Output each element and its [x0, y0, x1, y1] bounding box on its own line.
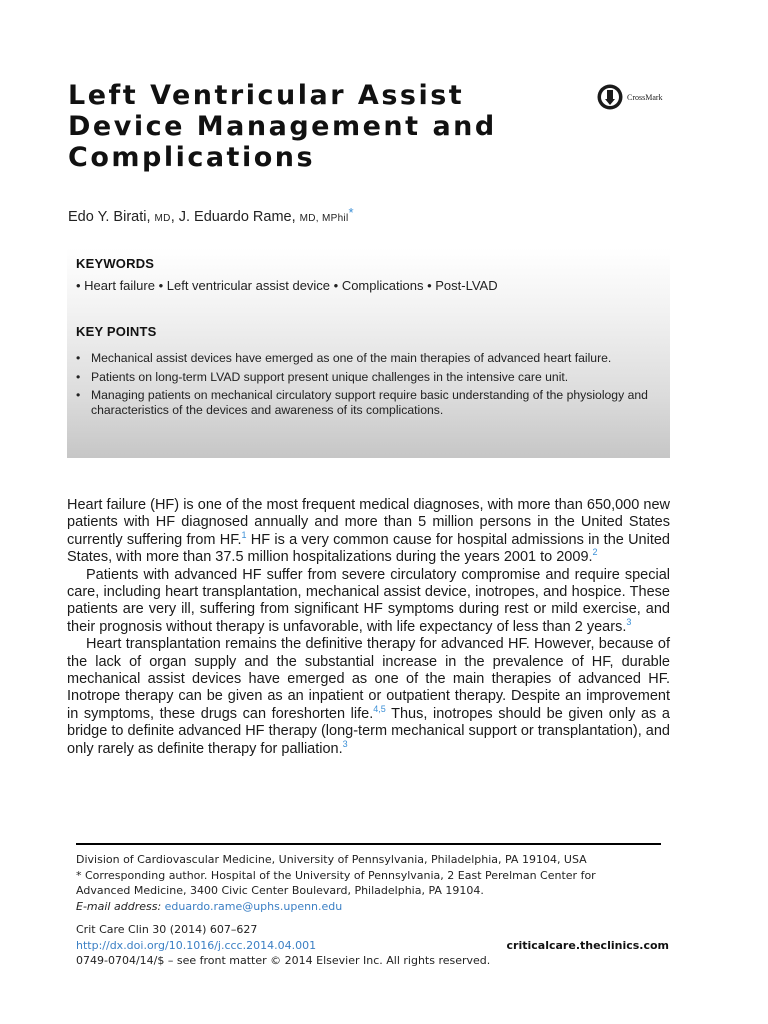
footnote-affiliation	[76, 852, 676, 914]
article-title	[68, 80, 568, 173]
body-text-run: Heart transplantation remains the definitive therapy for advanced HF. However, because of the lack of organ supply and the substantial increase in the prevalence of HF, durable mechanical assist devices have emerged as one of the main therapies of advanced HF. Inotrope therapy can be given as an inpatient or outpatient therapy. Despite an improvement in symptoms, these drugs can foreshorten life.	[67, 636, 670, 722]
keywords-heading: KEYWORDS	[76, 256, 155, 271]
citation-text: Crit Care Clin 30 (2014) 607–627	[76, 923, 258, 936]
author-list	[68, 205, 354, 225]
author-name: J. Eduardo Rame,	[178, 209, 296, 225]
footnote-divider	[76, 843, 661, 845]
key-points-heading: KEY POINTS	[76, 324, 157, 339]
corresponding-author-text: * Corresponding author. Hospital of the University of Pennsylvania, 2 East Perelman Center for	[76, 868, 596, 882]
reference-link[interactable]: 4,5	[373, 704, 386, 715]
body-paragraph	[67, 497, 670, 567]
body-text-run: Heart failure (HF) is one of the most frequent medical diagnoses, with more than 650,000 new patients with HF diagnosed annually and more than 5 million persons in the United States currently suffering from HF.	[67, 497, 670, 548]
corresponding-address-text: Advanced Medicine, 3400 Civic Center Boulevard, Philadelphia, PA 19104.	[76, 884, 484, 898]
copyright-text: 0749-0704/14/$ – see front matter © 2014 Elsevier Inc. All rights reserved.	[76, 954, 491, 968]
author-degree: MD	[154, 213, 171, 224]
keywords-box	[67, 248, 670, 458]
doi-row	[76, 938, 669, 954]
keywords-list: • Heart failure • Left ventricular assist device • Complications • Post-LVAD	[76, 278, 498, 293]
title-line: Complications	[68, 142, 316, 173]
key-point-item: • Managing patients on mechanical circulatory support require basic understanding of the physiology and characteristics of the devices and awareness of its complications.	[76, 388, 661, 418]
author-degree: MD, MPhil	[299, 213, 349, 224]
body-text-run: Patients with advanced HF suffer from severe circulatory compromise and require special care, including heart transplantation, mechanical assist device, inotropes, and hospice. These patients are very ill, suffering from significant HF symptoms during rest or mild exercise, and their prognosis without therapy is unfavorable, with life expectancy of less than 2 years.	[67, 566, 670, 635]
author-separator: ,	[170, 209, 175, 225]
reference-link[interactable]: 3	[342, 738, 348, 749]
journal-site-link[interactable]: criticalcare.theclinics.com	[506, 938, 669, 952]
body-text-run: HF is a very common cause for hospital admissions in the United States, with more than 37.5 million hospitalizations during the years 2001 to 2009.	[67, 531, 670, 566]
reference-link[interactable]: 2	[592, 547, 598, 558]
affiliation-text: Division of Cardiovascular Medicine, University of Pennsylvania, Philadelphia, PA 19104, USA	[76, 853, 587, 866]
title-line: Left Ventricular Assist	[68, 80, 465, 111]
body-paragraph	[67, 636, 670, 758]
corresponding-marker[interactable]: *	[348, 205, 354, 220]
key-point-item: • Mechanical assist devices have emerged as one of the main therapies of advanced heart failure.	[76, 351, 661, 366]
email-link[interactable]: eduardo.rame@uphs.upenn.edu	[164, 899, 343, 913]
article-body	[67, 497, 670, 758]
crossmark-icon	[597, 84, 623, 110]
crossmark-badge[interactable]	[597, 84, 663, 110]
key-points-list	[76, 351, 661, 422]
key-point-item: • Patients on long-term LVAD support present unique challenges in the intensive care unit.	[76, 370, 661, 385]
crossmark-label: CrossMark	[627, 92, 663, 102]
reference-link[interactable]: 3	[626, 617, 632, 628]
body-text-run: Thus, inotropes should be given only as a bridge to definite advanced HF therapy (long-term mechanical support or transplantation), and only rarely as definite therapy for palliation.	[67, 705, 670, 757]
reference-link[interactable]: 1	[241, 529, 247, 540]
doi-link[interactable]: http://dx.doi.org/10.1016/j.ccc.2014.04.001	[76, 938, 317, 952]
body-paragraph	[67, 567, 670, 637]
title-line: Device Management and	[68, 111, 497, 142]
author-name: Edo Y. Birati,	[68, 209, 151, 225]
email-line	[76, 899, 676, 915]
email-label: E-mail address:	[76, 899, 162, 913]
publication-meta	[76, 922, 669, 969]
